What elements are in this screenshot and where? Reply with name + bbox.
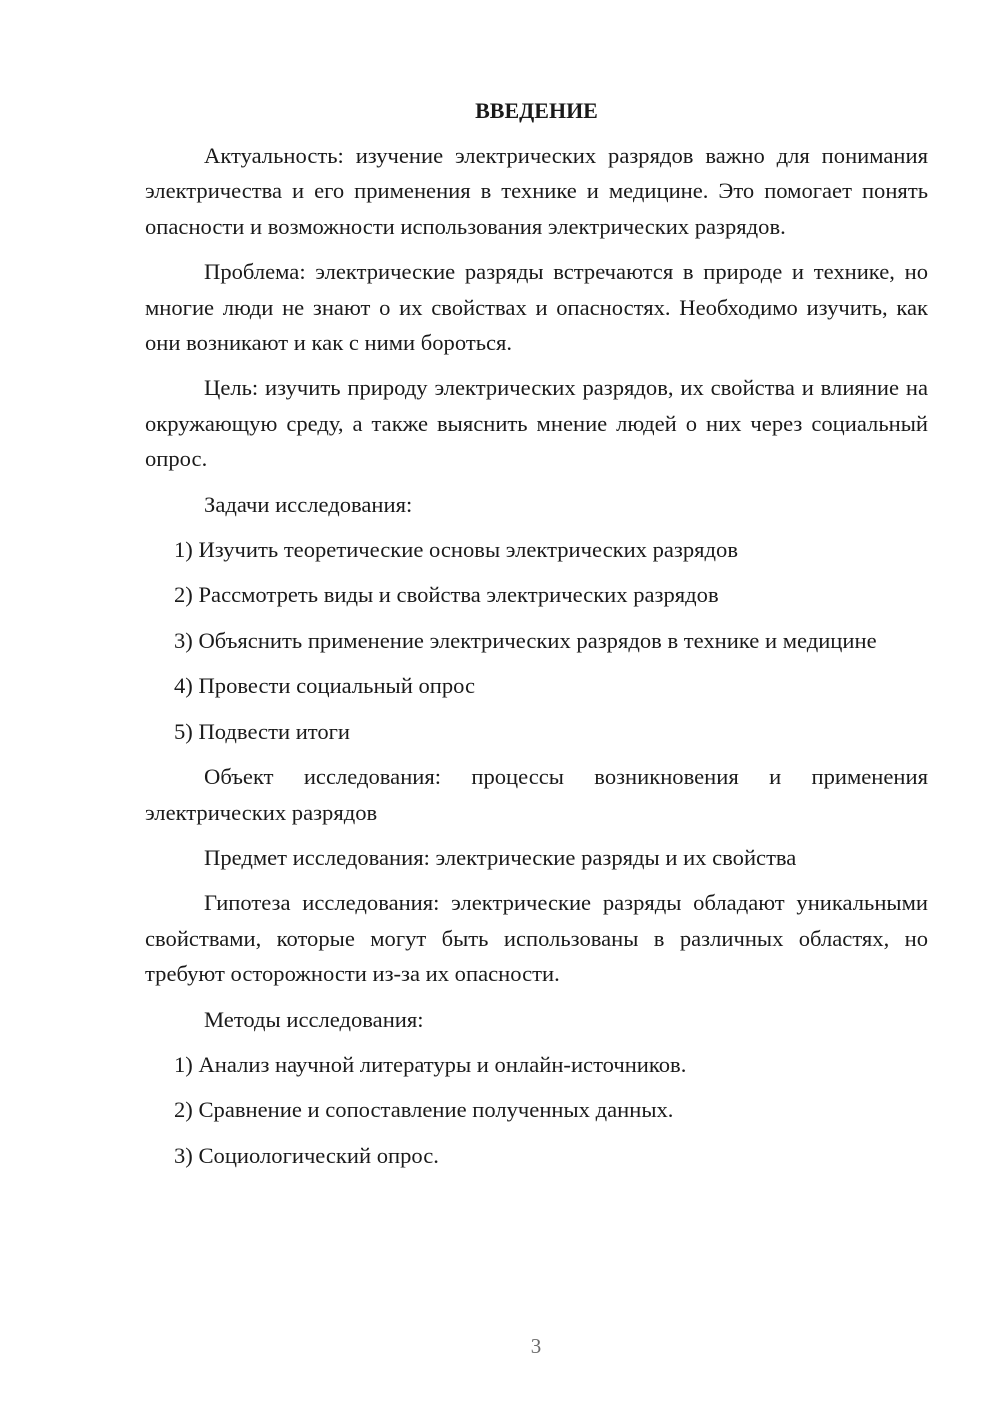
task-item-2: 2) Рассмотреть виды и свойства электрических разрядов — [174, 582, 719, 608]
page-number: 3 — [530, 1334, 542, 1358]
paragraph-hypothesis: Гипотеза исследования: электрические разряды обладают уникальными свойствами, которые могут быть использованы в различных областях, но требуют осторожности из-за их опасности. — [145, 890, 928, 987]
task-item-1: 1) Изучить теоретические основы электрических разрядов — [174, 537, 739, 563]
paragraph-problem: Проблема: электрические разряды встречаются в природе и технике, но многие люди не знают о их свойствах и опасностях. Необходимо изучить, как они возникают и как с ними бороться. — [145, 259, 928, 356]
tasks-heading: Задачи исследования: — [204, 491, 413, 517]
paragraph-subject: Предмет исследования: электрические разряды и их свойства — [204, 844, 797, 870]
method-item-3: 3) Социологический опрос. — [174, 1142, 439, 1168]
methods-heading: Методы исследования: — [204, 1006, 424, 1032]
method-item-1: 1) Анализ научной литературы и онлайн-источников. — [174, 1051, 687, 1077]
section-title: ВВЕДЕНИЕ — [475, 98, 598, 123]
paragraph-goal: Цель: изучить природу электрических разрядов, их свойства и влияние на окружающую среду, а также выяснить мнение людей о них через социальный опрос. — [145, 375, 928, 472]
paragraph-relevance: Актуальность: изучение электрических разрядов важно для понимания электричества и его применения в технике и медицине. Это помогает понять опасности и возможности использования электрических разрядов. — [145, 143, 928, 239]
paragraph-object: Объект исследования: процессы возникновения и применения электрических разрядов — [145, 764, 928, 825]
method-item-2: 2) Сравнение и сопоставление полученных данных. — [174, 1097, 674, 1123]
task-item-5: 5) Подвести итоги — [174, 718, 351, 744]
task-item-4: 4) Провести социальный опрос — [174, 673, 476, 699]
document-page — [145, 96, 928, 1183]
task-item-3: 3) Объяснить применение электрических разрядов в технике и медицине — [174, 627, 877, 653]
